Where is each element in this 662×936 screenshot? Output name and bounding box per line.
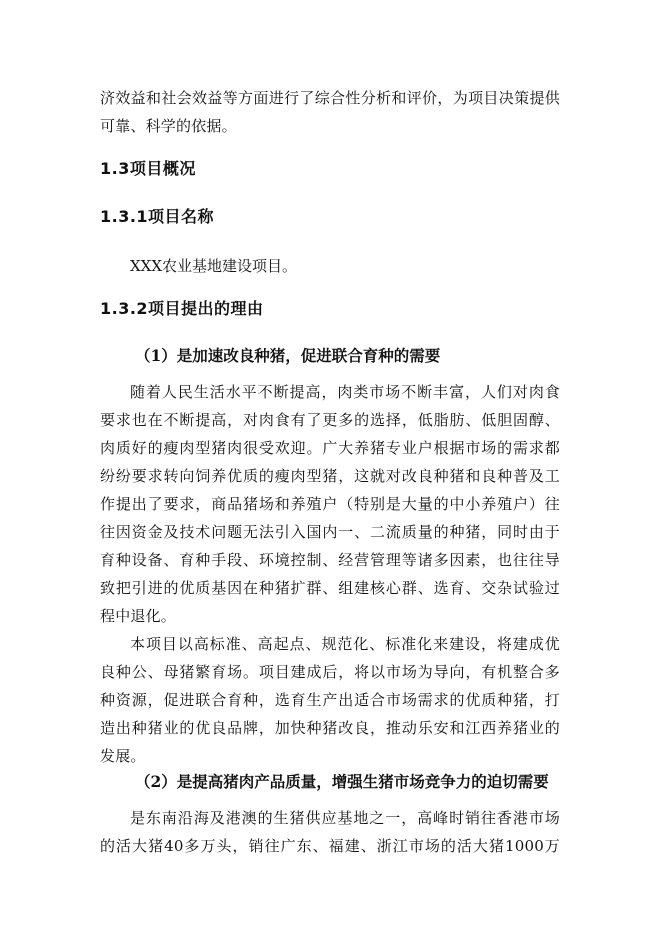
reason-1-para-2-line: 本项目以高标准、高起点、规范化、标准化来建设，将建成优	[130, 635, 560, 653]
reason-2-para-1-line: 是东南沿海及港澳的生猪供应基地之一，高峰时销往香港市场	[130, 809, 560, 827]
reason-1-para-2-line: 造出种猪业的优良品牌，加快种猪改良，推动乐安和江西养猪业的	[100, 719, 560, 737]
reason-1-para-1-line: 纷纷要求转向饲养优质的瘦肉型猪，这就对改良种猪和良种普及工	[100, 467, 560, 485]
reason-1-para-1-line: 致把引进的优质基因在种猪扩群、组建核心群、选育、交杂试验过	[100, 579, 560, 597]
reason-1-para-1-line: 要求也在不断提高，对肉食有了更多的选择，低脂肪、低胆固醇、	[100, 411, 560, 429]
reason-1-para-1-line: 程中退化。	[100, 607, 177, 625]
section-1-3-heading: 1.3项目概况	[100, 159, 196, 178]
section-1-3-1-heading: 1.3.1项目名称	[100, 207, 215, 226]
reason-2-heading: （2）是提高猪肉产品质量，增强生猪市场竞争力的迫切需要	[135, 772, 549, 791]
reason-1-para-2-line: 发展。	[100, 747, 146, 765]
reason-1-para-1-line: 肉质好的瘦肉型猪肉很受欢迎。广大养猪专业户根据市场的需求都	[100, 439, 560, 457]
reason-1-para-1-line: 作提出了要求，商品猪场和养殖户（特别是大量的中小养殖户）往	[100, 495, 560, 513]
reason-1-heading: （1）是加速改良种猪，促进联合育种的需要	[135, 346, 441, 365]
reason-1-para-1-line: 往因资金及技术问题无法引入国内一、二流质量的种猪，同时由于	[100, 523, 560, 541]
reason-1-para-1-line: 随着人民生活水平不断提高，肉类市场不断丰富，人们对肉食	[130, 383, 560, 401]
reason-1-para-2-line: 良种公、母猪繁育场。项目建成后，将以市场为导向，有机整合多	[100, 663, 560, 681]
reason-2-para-1-line: 的活大猪40多万头，销往广东、福建、浙江市场的活大猪1000万	[100, 837, 560, 855]
section-1-3-2-heading: 1.3.2项目提出的理由	[100, 299, 264, 318]
reason-1-para-1-line: 育种设备、育种手段、环境控制、经营管理等诸多因素，也往往导	[100, 551, 560, 569]
intro-line-1: 济效益和社会效益等方面进行了综合性分析和评价，为项目决策提供	[100, 89, 560, 107]
project-name-text: XXX农业基地建设项目。	[130, 257, 298, 275]
intro-line-2: 可靠、科学的依据。	[100, 117, 237, 135]
reason-1-para-2-line: 种资源，促进联合育种，选育生产出适合市场需求的优质种猪，打	[100, 691, 560, 709]
